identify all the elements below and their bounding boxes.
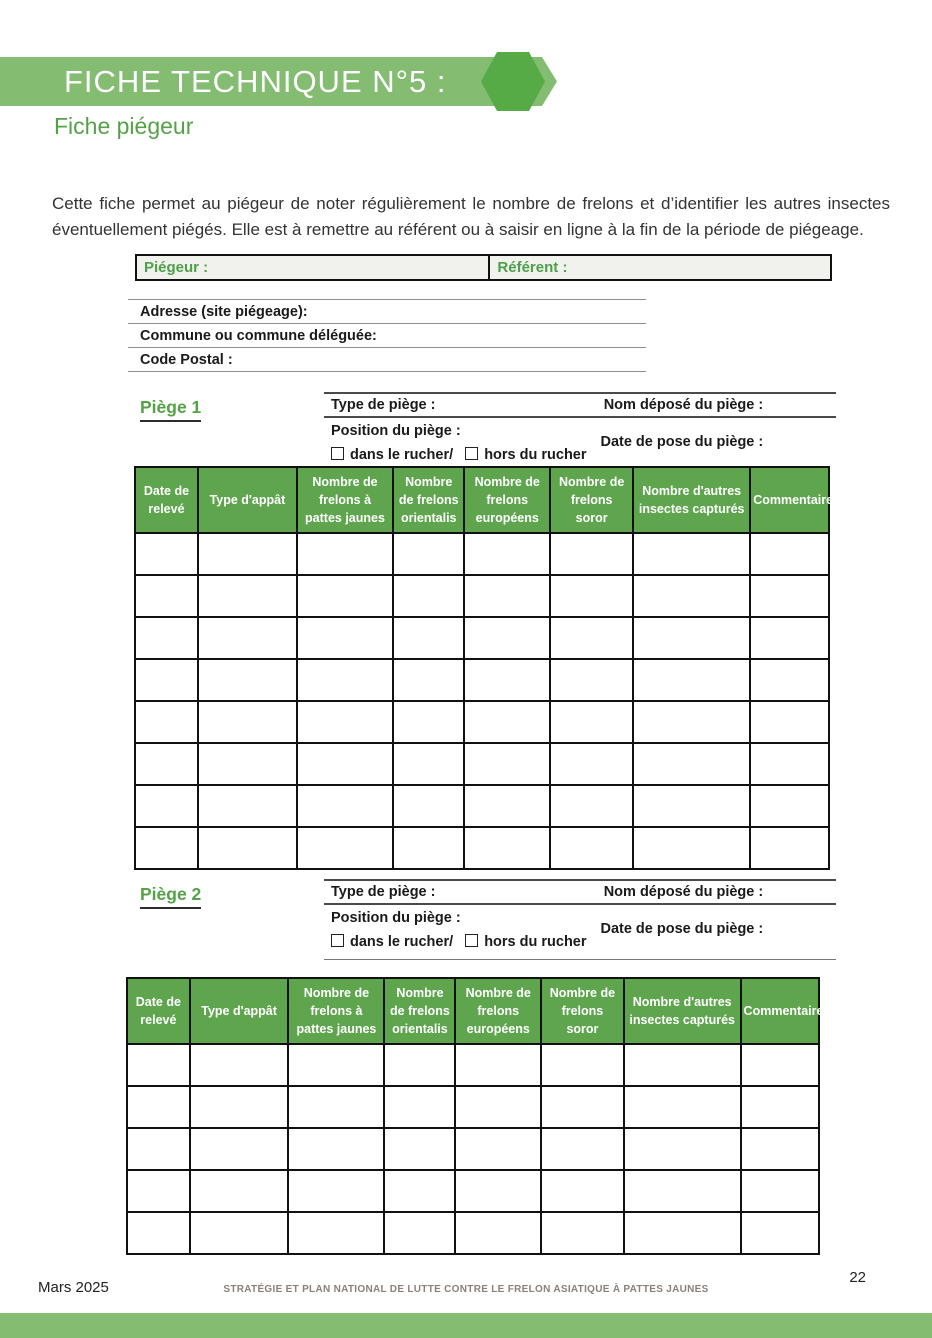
empty-cell[interactable] bbox=[633, 617, 750, 659]
empty-cell[interactable] bbox=[464, 659, 550, 701]
empty-cell[interactable] bbox=[393, 617, 464, 659]
footer-green-bar bbox=[0, 1313, 932, 1338]
column-header: Type d'appât bbox=[190, 978, 289, 1044]
footer-date: Mars 2025 bbox=[38, 1279, 109, 1296]
empty-cell[interactable] bbox=[393, 575, 464, 617]
table-row bbox=[135, 617, 829, 659]
table-row bbox=[135, 785, 829, 827]
empty-cell[interactable] bbox=[541, 1044, 624, 1086]
trap2-bottom-rule bbox=[324, 959, 836, 960]
table-row bbox=[135, 827, 829, 869]
column-header: Commentaires bbox=[741, 978, 819, 1044]
empty-cell[interactable] bbox=[624, 1212, 741, 1254]
empty-cell[interactable] bbox=[384, 1086, 455, 1128]
empty-cell[interactable] bbox=[288, 1128, 384, 1170]
piegeur-field[interactable]: Piégeur : bbox=[137, 256, 490, 279]
empty-cell[interactable] bbox=[127, 1212, 190, 1254]
empty-cell[interactable] bbox=[297, 659, 393, 701]
empty-cell[interactable] bbox=[135, 743, 198, 785]
empty-cell[interactable] bbox=[464, 617, 550, 659]
trap1-table-head bbox=[135, 467, 841, 533]
trap2-info-row1 bbox=[324, 879, 836, 905]
empty-cell[interactable] bbox=[541, 1086, 624, 1128]
identity-bar bbox=[135, 254, 832, 281]
empty-cell[interactable] bbox=[624, 1128, 741, 1170]
empty-cell[interactable] bbox=[550, 659, 633, 701]
trap1-date-label[interactable]: Date de pose du piège : bbox=[600, 434, 764, 450]
trap1-info bbox=[324, 392, 836, 468]
empty-cell[interactable] bbox=[190, 1212, 289, 1254]
empty-cell[interactable] bbox=[633, 659, 750, 701]
empty-cell[interactable] bbox=[550, 533, 633, 575]
intro-paragraph: Cette fiche permet au piégeur de noter régulièrement le nombre de frelons et d’identifier les autres insectes éventuellement piégés. Elle est à remettre au référent ou à saisir en ligne à la fin de la période de piégeage. bbox=[52, 194, 890, 239]
trap2-date-label[interactable]: Date de pose du piège : bbox=[600, 921, 764, 937]
trap2-title: Piège 2 bbox=[140, 884, 201, 909]
column-header: Nombre de frelons à pattes jaunes bbox=[297, 467, 393, 533]
empty-cell[interactable] bbox=[550, 701, 633, 743]
empty-cell[interactable] bbox=[297, 827, 393, 869]
commune-field[interactable]: Commune ou commune déléguée: bbox=[128, 323, 646, 347]
empty-cell[interactable] bbox=[127, 1086, 190, 1128]
empty-cell[interactable] bbox=[198, 743, 297, 785]
table-row bbox=[135, 701, 829, 743]
empty-cell[interactable] bbox=[624, 1044, 741, 1086]
empty-cell[interactable] bbox=[135, 701, 198, 743]
empty-cell[interactable] bbox=[198, 575, 297, 617]
empty-cell[interactable] bbox=[393, 659, 464, 701]
empty-cell[interactable] bbox=[297, 533, 393, 575]
empty-cell[interactable] bbox=[741, 1044, 819, 1086]
empty-cell[interactable] bbox=[297, 785, 393, 827]
trap1-capture-table bbox=[134, 466, 841, 870]
empty-cell[interactable] bbox=[127, 1128, 190, 1170]
table-row bbox=[127, 1212, 819, 1254]
table-row bbox=[135, 743, 829, 785]
trap2-checkbox-line bbox=[324, 926, 600, 955]
empty-cell[interactable] bbox=[750, 659, 829, 701]
footer-document-title: STRATÉGIE ET PLAN NATIONAL DE LUTTE CONTRE LE FRELON ASIATIQUE À PATTES JAUNES bbox=[223, 1284, 709, 1295]
table-row bbox=[127, 1086, 819, 1128]
trap1-checkbox-dans-rucher[interactable] bbox=[331, 447, 344, 460]
empty-cell[interactable] bbox=[135, 659, 198, 701]
empty-cell[interactable] bbox=[750, 575, 829, 617]
column-header: Date de relevé bbox=[135, 467, 198, 533]
empty-cell[interactable] bbox=[750, 785, 829, 827]
empty-cell[interactable] bbox=[384, 1128, 455, 1170]
empty-cell[interactable] bbox=[541, 1212, 624, 1254]
address-field[interactable]: Adresse (site piégeage): bbox=[128, 299, 646, 323]
column-header: Nombre d'autres insectes capturés bbox=[624, 978, 741, 1044]
empty-cell[interactable] bbox=[750, 701, 829, 743]
column-header: Nombre de frelons européens bbox=[455, 978, 541, 1044]
empty-cell[interactable] bbox=[393, 827, 464, 869]
empty-cell[interactable] bbox=[464, 701, 550, 743]
trap1-type-label[interactable]: Type de piège : bbox=[331, 397, 436, 413]
column-header: Nombre de frelons orientalis bbox=[393, 467, 464, 533]
empty-cell[interactable] bbox=[198, 701, 297, 743]
column-header: Type d'appât bbox=[198, 467, 297, 533]
referent-field[interactable]: Référent : bbox=[497, 259, 568, 276]
empty-cell[interactable] bbox=[190, 1170, 289, 1212]
empty-cell[interactable] bbox=[297, 701, 393, 743]
empty-cell[interactable] bbox=[455, 1044, 541, 1086]
empty-cell[interactable] bbox=[198, 827, 297, 869]
column-header: Nombre de frelons à pattes jaunes bbox=[288, 978, 384, 1044]
empty-cell[interactable] bbox=[464, 785, 550, 827]
trap1-info-row1 bbox=[324, 392, 836, 418]
empty-cell[interactable] bbox=[393, 533, 464, 575]
trap2-info-row2 bbox=[324, 905, 836, 955]
empty-cell[interactable] bbox=[550, 827, 633, 869]
table-row bbox=[127, 1128, 819, 1170]
empty-cell[interactable] bbox=[135, 827, 198, 869]
trap1-checkbox-label-dans: dans le rucher/ bbox=[350, 447, 454, 463]
empty-cell[interactable] bbox=[741, 1170, 819, 1212]
trap2-checkbox-dans-rucher[interactable] bbox=[331, 934, 344, 947]
empty-cell[interactable] bbox=[633, 533, 750, 575]
empty-cell[interactable] bbox=[190, 1128, 289, 1170]
address-block bbox=[128, 299, 646, 372]
table-row bbox=[135, 659, 829, 701]
empty-cell[interactable] bbox=[135, 617, 198, 659]
trap2-checkbox-hors-rucher[interactable] bbox=[465, 934, 478, 947]
empty-cell[interactable] bbox=[624, 1086, 741, 1128]
empty-cell[interactable] bbox=[127, 1044, 190, 1086]
empty-cell[interactable] bbox=[750, 617, 829, 659]
empty-cell[interactable] bbox=[741, 1128, 819, 1170]
trap2-header-row bbox=[127, 978, 819, 1044]
column-header: Nombre de frelons orientalis bbox=[384, 978, 455, 1044]
empty-cell[interactable] bbox=[633, 575, 750, 617]
empty-cell[interactable] bbox=[633, 785, 750, 827]
empty-cell[interactable] bbox=[541, 1128, 624, 1170]
table-row bbox=[127, 1044, 819, 1086]
empty-cell[interactable] bbox=[190, 1044, 289, 1086]
empty-cell[interactable] bbox=[297, 617, 393, 659]
empty-cell[interactable] bbox=[384, 1170, 455, 1212]
column-header: Nombre de frelons européens bbox=[464, 467, 550, 533]
empty-cell[interactable] bbox=[135, 533, 198, 575]
empty-cell[interactable] bbox=[741, 1086, 819, 1128]
empty-cell[interactable] bbox=[135, 575, 198, 617]
trap2-checkbox-label-hors: hors du rucher bbox=[484, 934, 587, 950]
trap1-checkbox-label-hors: hors du rucher bbox=[484, 447, 587, 463]
trap1-info-left bbox=[324, 418, 600, 468]
empty-cell[interactable] bbox=[750, 743, 829, 785]
empty-cell[interactable] bbox=[288, 1170, 384, 1212]
empty-cell[interactable] bbox=[297, 743, 393, 785]
column-header: Nombre de frelons soror bbox=[550, 467, 633, 533]
empty-cell[interactable] bbox=[633, 701, 750, 743]
trap2-name-label[interactable]: Nom déposé du piège : bbox=[603, 884, 764, 900]
trap1-table-body bbox=[135, 533, 829, 869]
empty-cell[interactable] bbox=[127, 1170, 190, 1212]
empty-cell[interactable] bbox=[464, 827, 550, 869]
title-banner bbox=[0, 57, 557, 106]
trap2-checkbox-label-dans: dans le rucher/ bbox=[350, 934, 454, 950]
empty-cell[interactable] bbox=[297, 575, 393, 617]
empty-cell[interactable] bbox=[541, 1170, 624, 1212]
empty-cell[interactable] bbox=[464, 743, 550, 785]
trap1-checkbox-hors-rucher[interactable] bbox=[465, 447, 478, 460]
empty-cell[interactable] bbox=[750, 827, 829, 869]
empty-cell[interactable] bbox=[464, 533, 550, 575]
column-header: Date de relevé bbox=[127, 978, 190, 1044]
empty-cell[interactable] bbox=[135, 785, 198, 827]
trap2-position-label[interactable]: Position du piège : bbox=[331, 910, 461, 926]
column-header: Nombre d'autres insectes capturés bbox=[633, 467, 750, 533]
empty-cell[interactable] bbox=[633, 743, 750, 785]
empty-cell[interactable] bbox=[198, 785, 297, 827]
trap1-position-label[interactable]: Position du piège : bbox=[331, 423, 461, 439]
code-postal-field[interactable]: Code Postal : bbox=[128, 347, 646, 372]
empty-cell[interactable] bbox=[750, 533, 829, 575]
empty-cell[interactable] bbox=[393, 701, 464, 743]
trap1-info-row2 bbox=[324, 418, 836, 468]
empty-cell[interactable] bbox=[455, 1086, 541, 1128]
empty-cell[interactable] bbox=[190, 1086, 289, 1128]
empty-cell[interactable] bbox=[550, 743, 633, 785]
empty-cell[interactable] bbox=[288, 1212, 384, 1254]
empty-cell[interactable] bbox=[288, 1044, 384, 1086]
empty-cell[interactable] bbox=[384, 1044, 455, 1086]
trap2-info-left bbox=[324, 905, 600, 955]
empty-cell[interactable] bbox=[393, 785, 464, 827]
trap2-type-label[interactable]: Type de piège : bbox=[331, 884, 436, 900]
page-subtitle: Fiche piégeur bbox=[54, 113, 194, 139]
table-row bbox=[127, 1170, 819, 1212]
empty-cell[interactable] bbox=[198, 617, 297, 659]
column-header: Nombre de frelons soror bbox=[541, 978, 624, 1044]
empty-cell[interactable] bbox=[550, 785, 633, 827]
trap1-title: Piège 1 bbox=[140, 397, 201, 422]
empty-cell[interactable] bbox=[624, 1170, 741, 1212]
empty-cell[interactable] bbox=[455, 1212, 541, 1254]
empty-cell[interactable] bbox=[550, 617, 633, 659]
empty-cell[interactable] bbox=[455, 1170, 541, 1212]
trap2-table-head bbox=[127, 978, 831, 1044]
empty-cell[interactable] bbox=[633, 827, 750, 869]
trap1-name-label[interactable]: Nom déposé du piège : bbox=[603, 397, 764, 413]
empty-cell[interactable] bbox=[741, 1212, 819, 1254]
empty-cell[interactable] bbox=[393, 743, 464, 785]
table-row bbox=[135, 533, 829, 575]
page-number: 22 bbox=[849, 1269, 866, 1286]
trap2-capture-table bbox=[126, 977, 831, 1255]
empty-cell[interactable] bbox=[384, 1212, 455, 1254]
empty-cell[interactable] bbox=[198, 533, 297, 575]
empty-cell[interactable] bbox=[455, 1128, 541, 1170]
empty-cell[interactable] bbox=[550, 575, 633, 617]
trap2-info bbox=[324, 879, 836, 960]
trap1-header-row bbox=[135, 467, 829, 533]
trap2-table-body bbox=[127, 1044, 819, 1254]
empty-cell[interactable] bbox=[198, 659, 297, 701]
column-header: Commentaires bbox=[750, 467, 829, 533]
table-row bbox=[135, 575, 829, 617]
empty-cell[interactable] bbox=[464, 575, 550, 617]
empty-cell[interactable] bbox=[288, 1086, 384, 1128]
page-title: FICHE TECHNIQUE N°5 : bbox=[64, 63, 447, 99]
trap1-checkbox-line bbox=[324, 439, 600, 468]
